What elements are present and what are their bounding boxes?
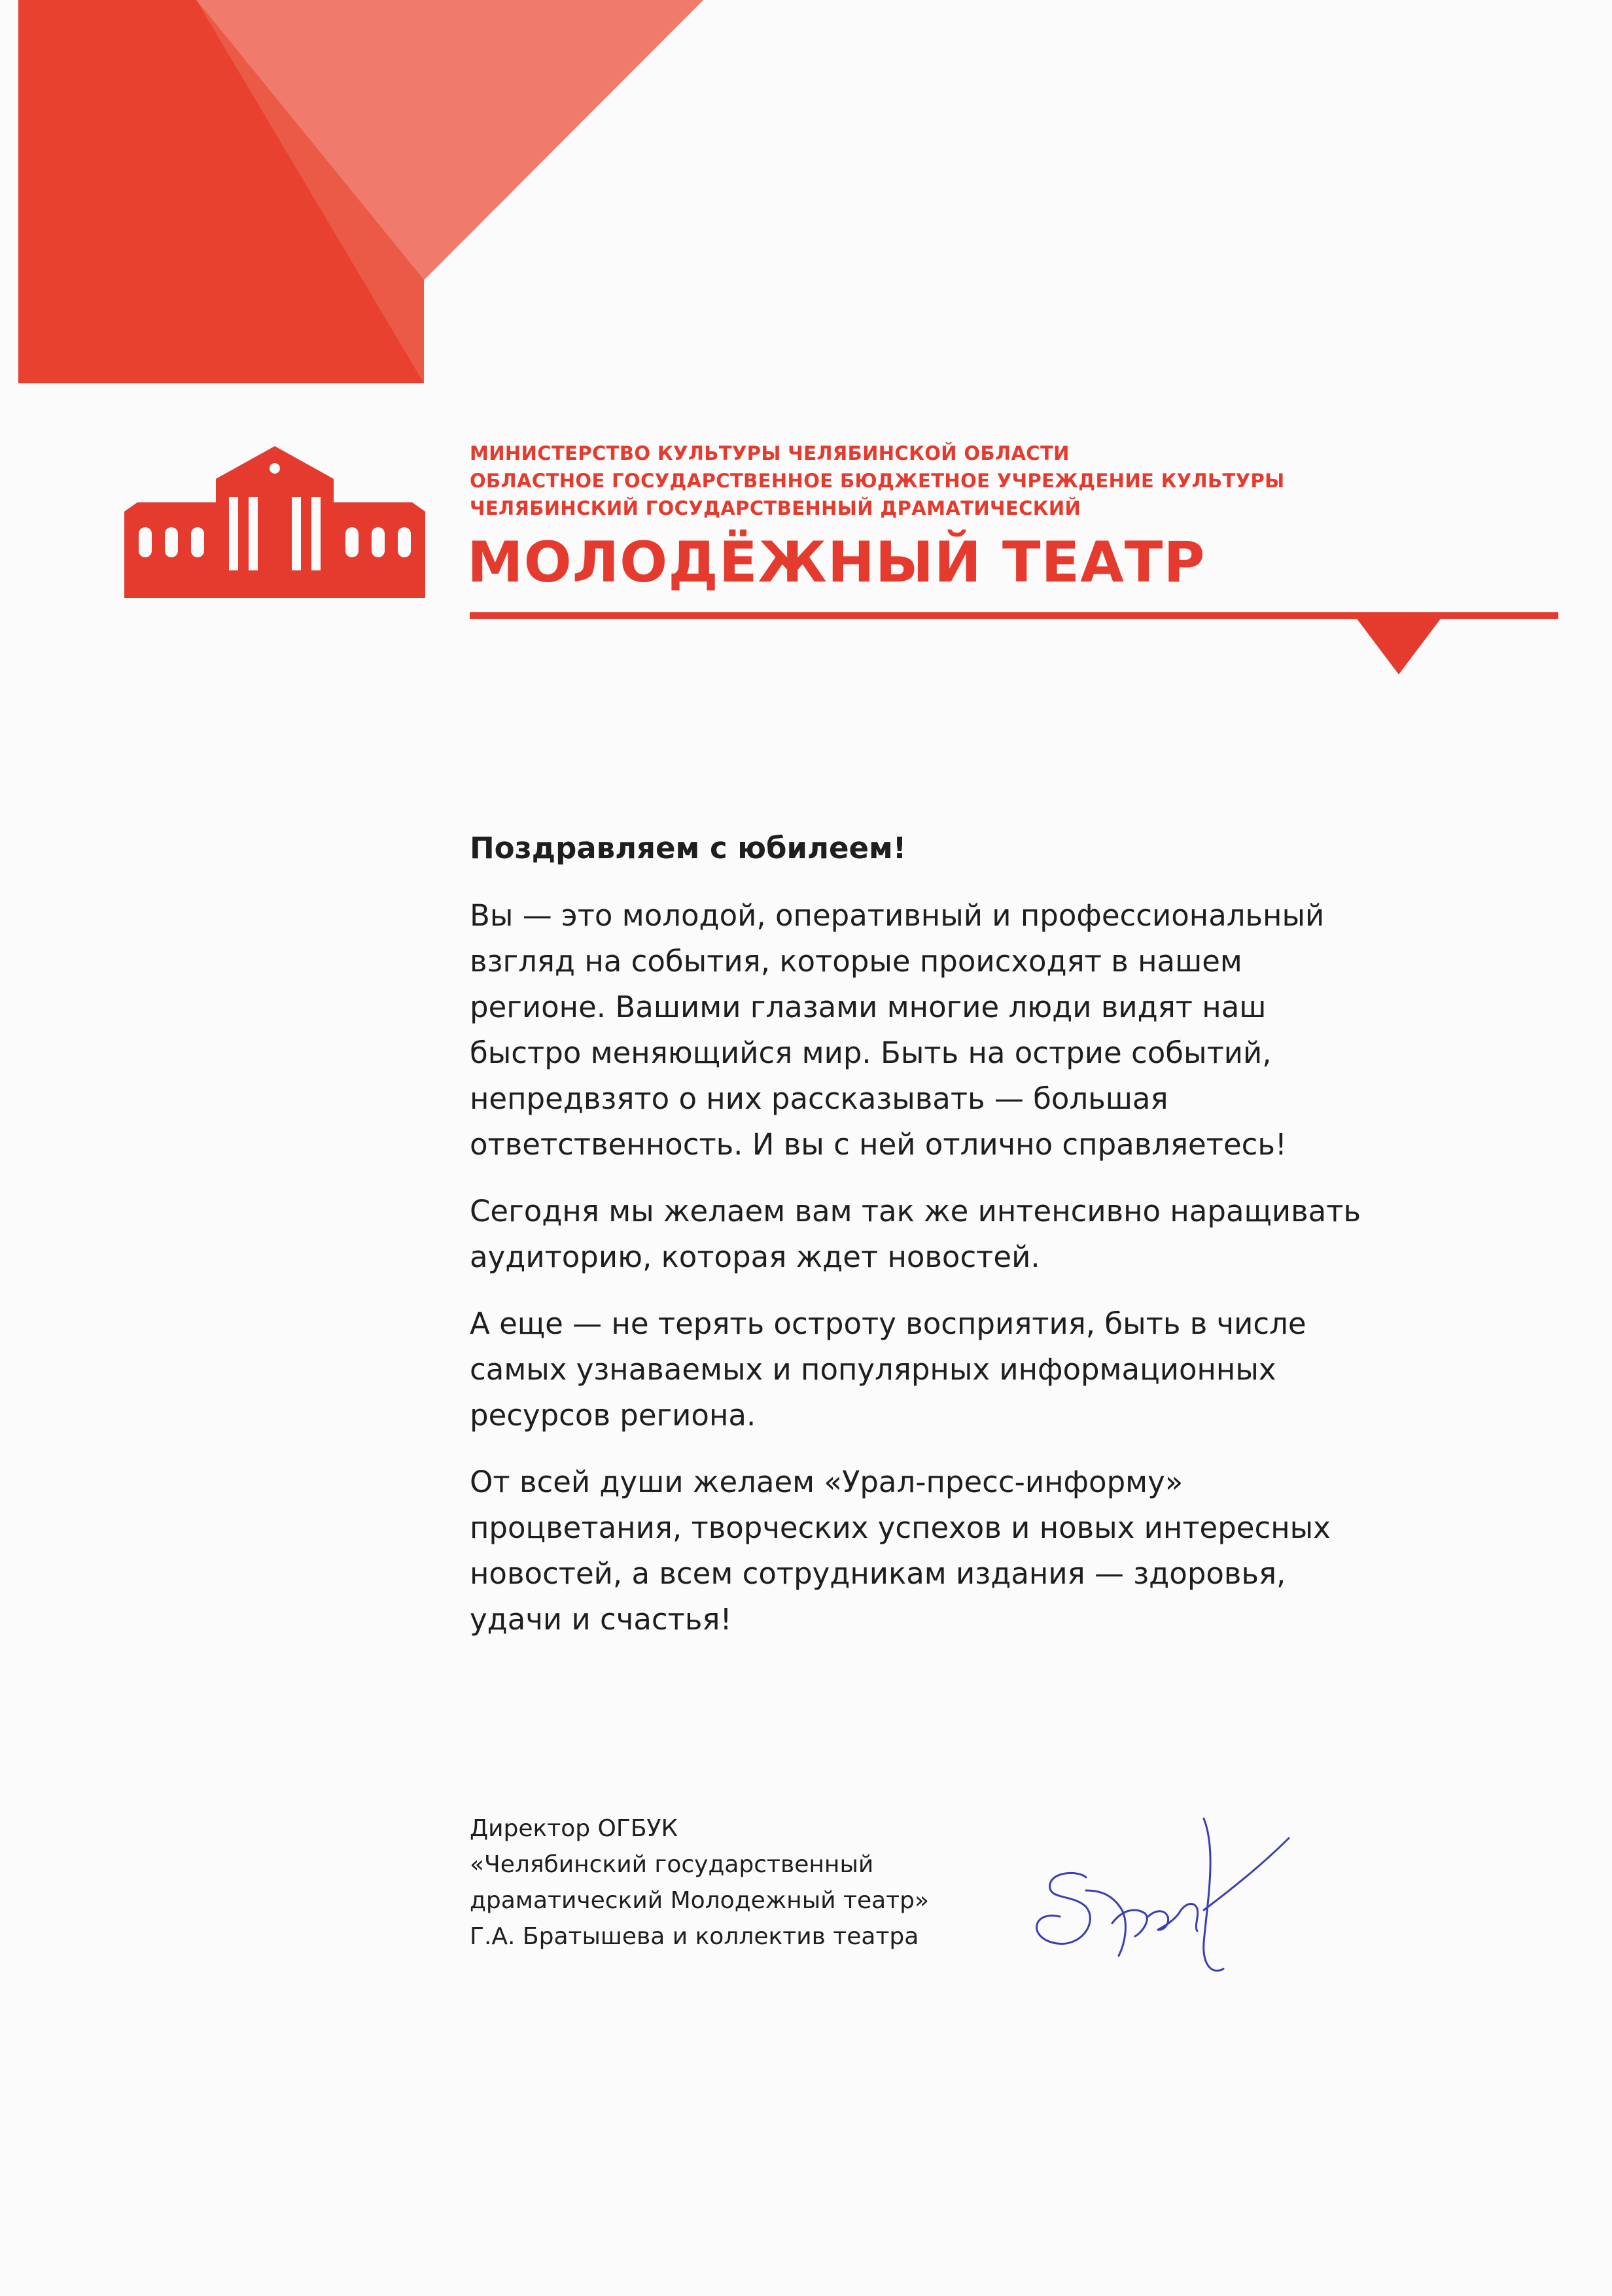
signoff-organization: «Челябинский государственный (470, 1851, 874, 1878)
letter-greeting: Поздравляем с юбилеем! (470, 831, 907, 865)
header-theatre-type-line: ЧЕЛЯБИНСКИЙ ГОСУДАРСТВЕННЫЙ ДРАМАТИЧЕСКИЙ (470, 497, 1081, 519)
signoff-block (470, 1811, 1059, 1955)
signoff-signatory: Г.А. Братышева и коллектив театра (470, 1923, 919, 1950)
header-ministry-line: МИНИСТЕРСТВО КУЛЬТУРЫ ЧЕЛЯБИНСКОЙ ОБЛАСТИ (470, 442, 1070, 464)
letter-paragraph: А еще — не терять остроту восприятия, быть в числе самых узнаваемых и популярных информационных ресурсов региона. (470, 1306, 1306, 1433)
letter-paragraph: Вы — это молодой, оперативный и профессиональный взгляд на события, которые происходят в нашем регионе. Вашими глазами многие люди видят наш быстро меняющийся мир. Быть на острие событий, непредвзято о них рассказывать — большая ответственность. И вы с ней отлично справляетесь! (470, 898, 1325, 1162)
letter-paragraph: Сегодня мы желаем вам так же интенсивно наращивать аудиторию, которая ждет новостей. (470, 1194, 1361, 1274)
letter-paragraph: От всей души желаем «Урал-пресс-информу» процветания, творческих успехов и новых интересных новостей, а всем сотрудникам издания — здоровья, удачи и счастья! (470, 1465, 1331, 1637)
corner-decoration (0, 0, 707, 386)
letter-body (470, 831, 1490, 1663)
theatre-name-title: МОЛОДЁЖНЫЙ ТЕАТР (467, 530, 1206, 595)
theatre-building-logo (124, 446, 425, 598)
handwritten-signature (1008, 1779, 1308, 2002)
header-institution-line: ОБЛАСТНОЕ ГОСУДАРСТВЕННОЕ БЮДЖЕТНОЕ УЧРЕЖДЕНИЕ КУЛЬТУРЫ (470, 470, 1285, 492)
signoff-position: Директор ОГБУК (470, 1815, 678, 1842)
header-divider (470, 612, 1558, 678)
signoff-organization-cont: драматический Молодежный театр» (470, 1887, 929, 1914)
